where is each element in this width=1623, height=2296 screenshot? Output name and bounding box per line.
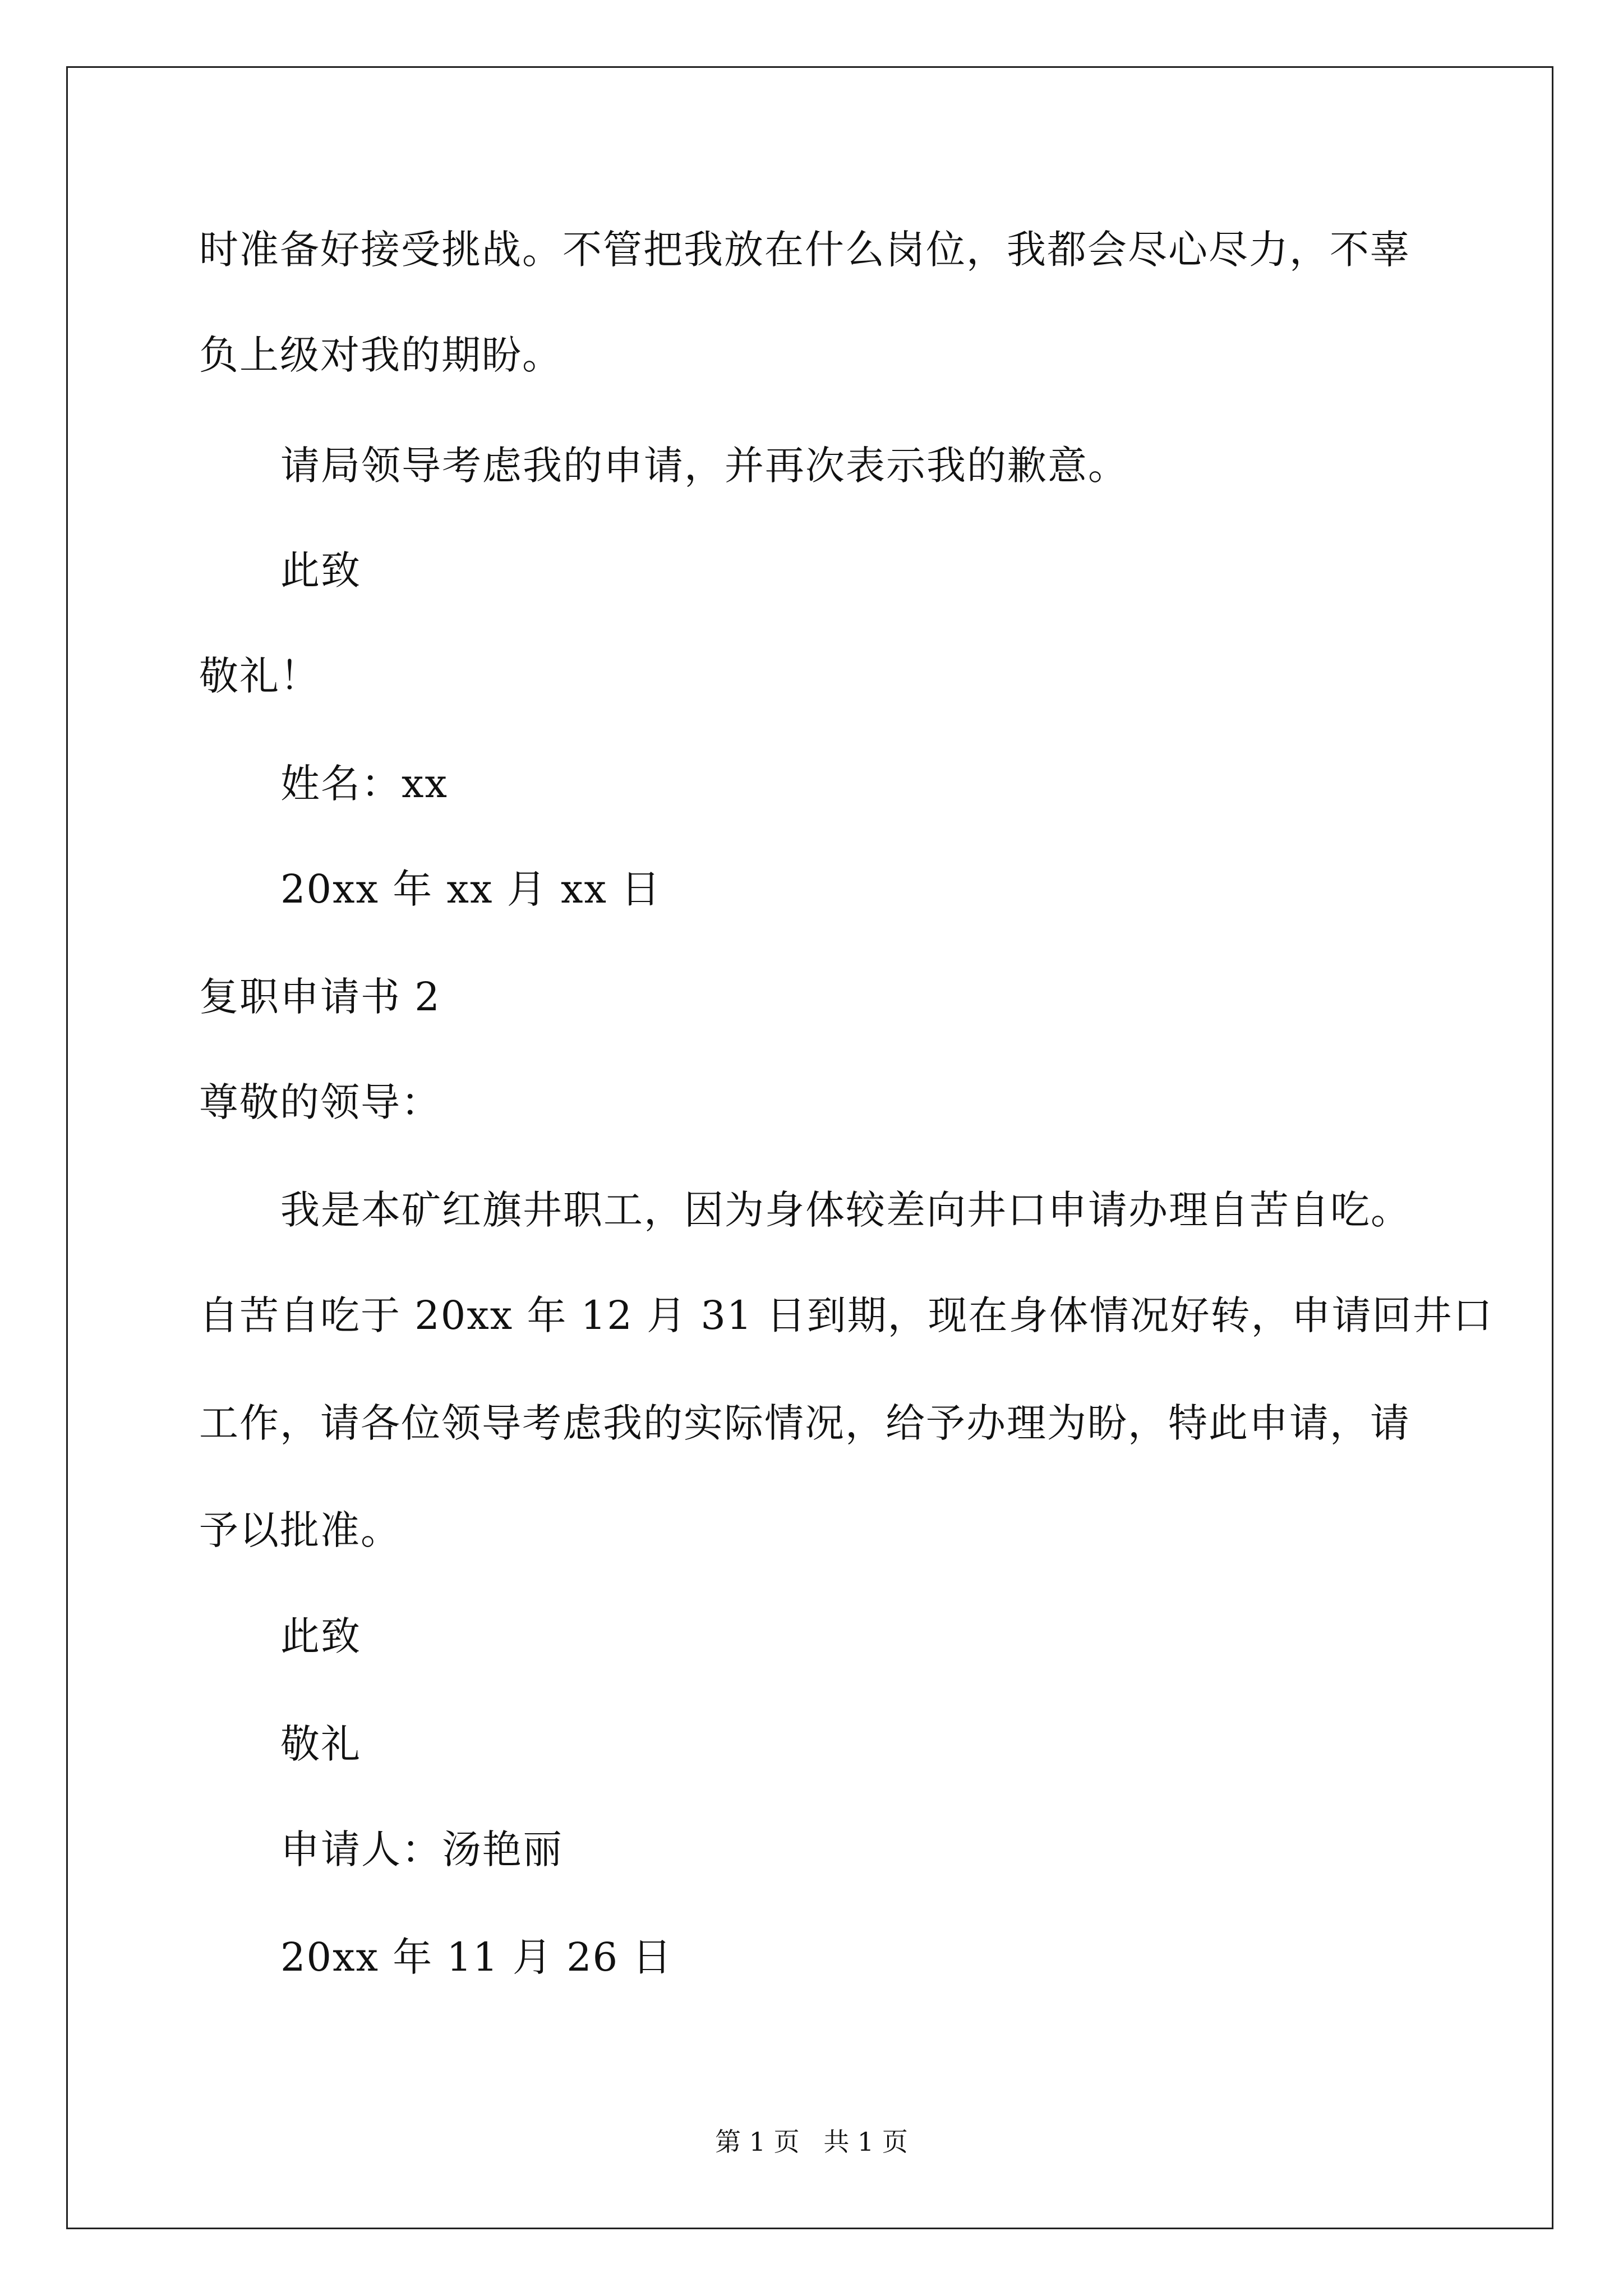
closing-jingli-2: 敬礼 <box>280 1721 361 1767</box>
page-footer <box>0 2129 1623 2155</box>
closing-jingli-1: 敬礼！ <box>199 653 320 699</box>
page-border <box>66 66 1553 2229</box>
body-line-7: 予以批准。 <box>199 1507 401 1553</box>
body-line-6: 工作，请各位领导考虑我的实际情况，给予办理为盼，特此申请，请 <box>199 1400 1410 1446</box>
body-line-5: 自苦自吃于 20xx 年 12 月 31 日到期，现在身体情况好转，申请回井口 <box>199 1292 1493 1338</box>
signature-date-2: 20xx 年 11 月 26 日 <box>280 1934 673 1980</box>
page-number-total: 共 1 页 <box>823 2127 908 2157</box>
signature-date-1: 20xx 年 xx 月 xx 日 <box>280 866 662 912</box>
closing-cizhi-2: 此致 <box>280 1613 361 1659</box>
body-line-3: 请局领导考虑我的申请，并再次表示我的歉意。 <box>280 443 1128 489</box>
section-title: 复职申请书 2 <box>199 974 441 1020</box>
salutation: 尊敬的领导： <box>199 1079 441 1125</box>
page-number-current: 第 1 页 <box>715 2127 800 2157</box>
body-line-2: 负上级对我的期盼。 <box>199 332 562 378</box>
body-line-1: 时准备好接受挑战。不管把我放在什么岗位，我都会尽心尽力，不辜 <box>199 227 1410 273</box>
signature-name-1: 姓名：xx <box>280 761 448 807</box>
signature-name-2: 申请人：汤艳丽 <box>280 1826 563 1872</box>
body-line-4: 我是本矿红旗井职工，因为身体较差向井口申请办理自苦自吃。 <box>280 1187 1411 1233</box>
closing-cizhi-1: 此致 <box>280 547 361 593</box>
